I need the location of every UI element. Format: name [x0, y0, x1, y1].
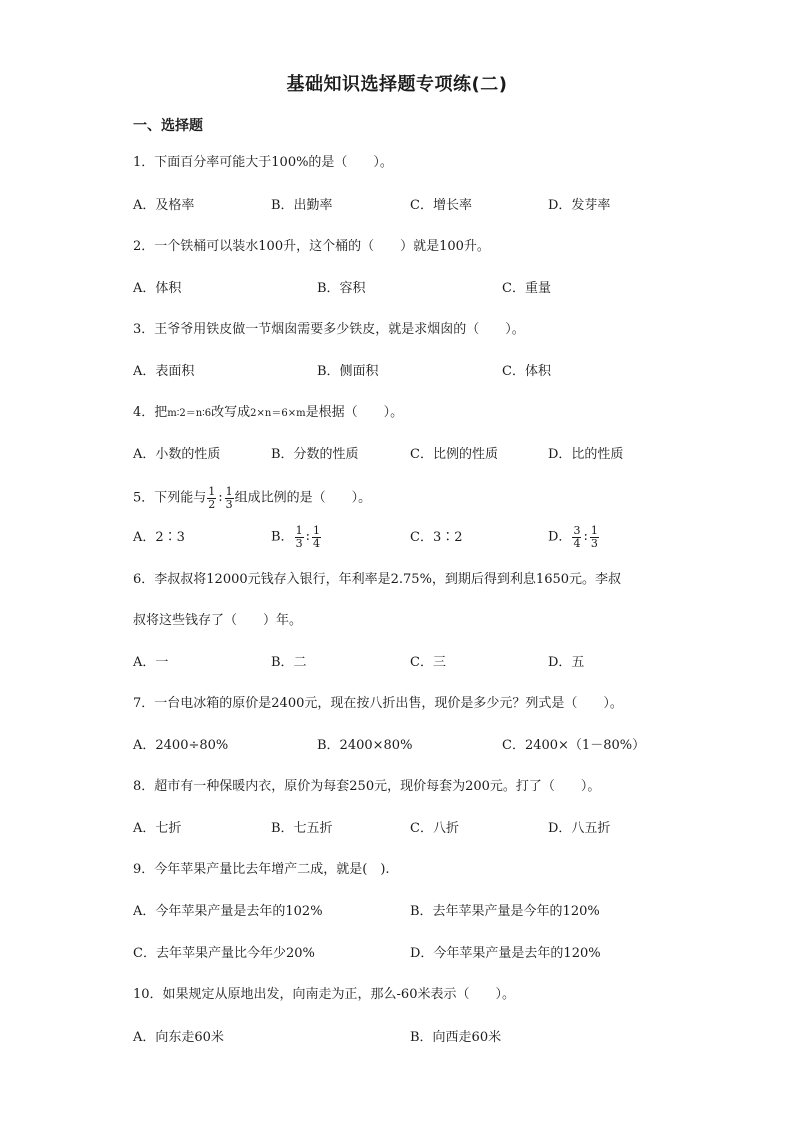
question-4-expression-1: m∶2＝n∶6	[167, 408, 212, 419]
fraction-numerator: 1	[208, 484, 216, 498]
question-10-stem: 10．如果规定从原地出发，向南走为正，那么-60米表示（ ）。	[133, 987, 515, 1002]
question-9-option-d[interactable]: D．今年苹果产量是去年的120%	[410, 946, 601, 961]
question-4-option-a[interactable]: A．小数的性质	[133, 447, 221, 462]
question-1-option-c[interactable]: C．增长率	[410, 198, 472, 213]
question-5-option-a[interactable]: A．2∶3	[133, 530, 185, 545]
question-5-stem-pre: 5．下列能与	[133, 490, 207, 506]
question-5-fraction-2	[225, 486, 234, 511]
fraction-numerator: 1	[312, 523, 320, 537]
question-7-stem: 7．一台电冰箱的原价是2400元，现在按八折出售，现价是多少元？列式是（ ）。	[133, 696, 623, 711]
question-6-option-d[interactable]: D．五	[548, 655, 585, 670]
question-10-option-a[interactable]: A．向东走60米	[133, 1030, 224, 1045]
ratio-colon: :	[218, 490, 223, 505]
question-5-fraction-1	[207, 486, 216, 511]
question-5-stem	[133, 485, 371, 512]
section-heading: 一、选择题	[133, 118, 203, 134]
question-2-option-c[interactable]: C．重量	[502, 281, 551, 296]
question-5-option-c[interactable]: C．3∶2	[410, 530, 463, 545]
fraction-denominator: 4	[312, 536, 320, 550]
question-4-option-b[interactable]: B．分数的性质	[271, 447, 359, 462]
question-8-option-d[interactable]: D．八五折	[548, 821, 611, 836]
question-2-option-a[interactable]: A．体积	[133, 281, 182, 296]
question-1-option-b[interactable]: B．出勤率	[271, 198, 333, 213]
fraction-numerator: 1	[295, 523, 303, 537]
question-5-option-b[interactable]	[271, 522, 322, 553]
question-2-stem: 2．一个铁桶可以装水100升，这个桶的（ ）就是100升。	[133, 239, 490, 254]
fraction-denominator: 3	[225, 497, 233, 511]
question-3-stem: 3．王爷爷用铁皮做一节烟囱需要多少铁皮，就是求烟囱的（ ）。	[133, 322, 525, 337]
fraction-denominator: 3	[590, 536, 598, 550]
question-1-option-a[interactable]: A．及格率	[133, 198, 195, 213]
question-5-stem-post: 组成比例的是（ ）。	[234, 490, 372, 506]
fraction-numerator: 3	[573, 523, 581, 537]
question-6-option-a[interactable]: A．一	[133, 655, 169, 670]
ratio-colon: :	[305, 529, 310, 544]
question-8-option-a[interactable]: A．七折	[133, 821, 182, 836]
fraction-denominator: 2	[208, 497, 216, 511]
question-1-option-d[interactable]: D．发芽率	[548, 198, 611, 213]
page-title: 基础知识选择题专项练(二)	[286, 74, 508, 95]
fraction	[312, 525, 321, 550]
question-3-option-b[interactable]: B．侧面积	[317, 364, 379, 379]
question-6-stem-line-1: 6．李叔叔将12000元钱存入银行，年利率是2.75%，到期后得到利息1650元。李叔	[133, 572, 622, 587]
question-4-stem-pre: 4．把	[133, 405, 168, 420]
question-8-option-b[interactable]: B．七五折	[271, 821, 333, 836]
question-9-option-b[interactable]: B．去年苹果产量是今年的120%	[410, 904, 600, 919]
fraction-numerator: 1	[225, 484, 233, 498]
question-6-stem-line-2: 叔将这些钱存了（ ）年。	[133, 613, 303, 628]
question-5-option-d[interactable]	[548, 522, 600, 553]
question-4-option-d[interactable]: D．比的性质	[548, 447, 624, 462]
fraction	[295, 525, 304, 550]
fraction-denominator: 3	[295, 536, 303, 550]
option-label: D．	[548, 529, 572, 545]
fraction	[572, 525, 581, 550]
question-4-stem	[133, 403, 403, 424]
question-4-stem-mid: 改写成	[211, 405, 251, 420]
question-7-option-a[interactable]: A．2400÷80%	[133, 738, 229, 753]
question-6-option-b[interactable]: B．二	[271, 655, 307, 670]
question-9-stem: 9．今年苹果产量比去年增产二成，就是( ).	[133, 862, 390, 877]
option-label: B．	[271, 529, 294, 545]
fraction	[590, 525, 599, 550]
question-7-option-b[interactable]: B．2400×80%	[317, 738, 413, 753]
question-7-option-c[interactable]: C．2400×（1－80%）	[502, 738, 646, 753]
question-10-option-b[interactable]: B．向西走60米	[410, 1030, 502, 1045]
question-9-option-c[interactable]: C．去年苹果产量比今年少20%	[133, 946, 315, 961]
fraction-numerator: 1	[590, 523, 598, 537]
question-6-option-c[interactable]: C．三	[410, 655, 446, 670]
question-1-stem: 1．下面百分率可能大于100%的是（ ）。	[133, 155, 393, 170]
question-4-stem-post: 是根据（ ）。	[305, 405, 404, 420]
question-8-option-c[interactable]: C．八折	[410, 821, 459, 836]
fraction-denominator: 4	[573, 536, 581, 550]
question-4-expression-2: 2×n＝6×m	[250, 408, 306, 419]
ratio-colon: :	[583, 529, 588, 544]
question-9-option-a[interactable]: A．今年苹果产量是去年的102%	[133, 904, 323, 919]
question-3-option-a[interactable]: A．表面积	[133, 364, 195, 379]
question-3-option-c[interactable]: C．体积	[502, 364, 551, 379]
question-2-option-b[interactable]: B．容积	[317, 281, 366, 296]
question-4-option-c[interactable]: C．比例的性质	[410, 447, 498, 462]
question-8-stem: 8．超市有一种保暖内衣，原价为每套250元，现价每套为200元。打了（ ）。	[133, 779, 601, 794]
